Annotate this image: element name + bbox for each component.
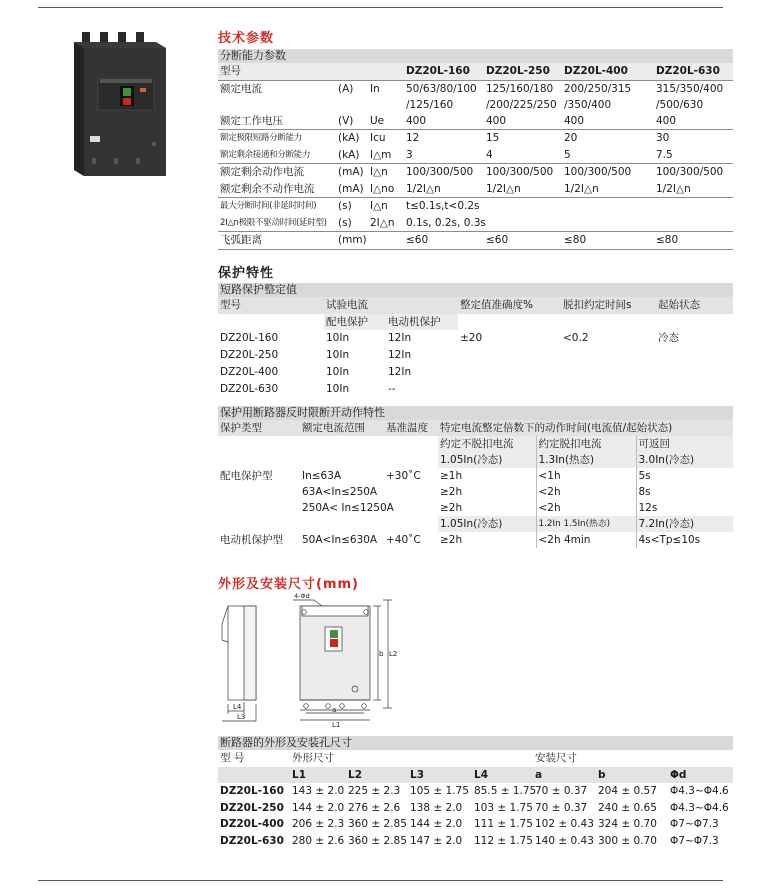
table-row: DZ20L-160 143 ± 2.0 225 ± 2.3 105 ± 1.75 85.5 ± 1.75 70 ± 0.37 204 ± 0.57 Φ4.3~Φ4.6 [220, 785, 729, 798]
table-row: DZ20L-400 10In 12In [220, 365, 412, 378]
table-row: DZ20L-630 10In -- [220, 382, 396, 395]
label-l3: L3 [237, 713, 246, 721]
row-label: 额定极限短路分断能力 [218, 130, 336, 147]
dimensions-title: 外形及安装尺寸(mm) [218, 577, 359, 592]
label-l2: L2 [389, 650, 398, 658]
inverse-time-section [218, 406, 733, 548]
table-row: DZ20L-250 10In 12In [220, 349, 412, 362]
short-circuit-bar: 短路保护整定值 [218, 283, 733, 297]
dimensions-table: 型 号 外形尺寸 安装尺寸 L1 L2 L3 L4 a b Φd DZ20L-160 143 ± 2.0 225 ± 2.3 105 ± 1.75 85.5 ± 1.75 70 ± 0.37 204 ± 0.57 Φ4.3~Φ4.6 DZ20L-250 144 ± 2.0 276 ± 2.6 138 ± 2.0 103 ± 1.75 70 ± 0.37 240 ± 0.65 Φ4.3~Φ4.6 DZ20L-400 206 ± 2.3 360 ± 2.85 144 ± 2.0 111 ± 1.75 102 ± 0.43 324 ± 0.70 Φ7~Φ7.3 DZ20L-630 280 ± 2.6 360 ± 2.85 147 ± 2.0 112 ± 1.75 140 ± 0.43 300 ± 0.70 Φ7~Φ7.3 [218, 750, 733, 850]
header-model: 型号 [218, 63, 336, 80]
tech-params-table: 型号 DZ20L-160 DZ20L-250 DZ20L-400 DZ20L-630 额定电流 (A) In 50/63/80/100 /125/160 125/160/180 /200/225/250 200/250/315 /350/400 315/350/400 /500/630 额定工作电压 (V) Ue 400 400 400 400 额定极限短路分断能力 (kA) Icu 12 15 20 30 额定剩余接通和分断能力 (kA) I△m 3 4 5 7.5 额定剩余动作电流 (mA) I△n 100/300/500 100/300/500 100/300/500 100/300/500 额定剩余不动作电流 (mA) I△no 1/2I△n 1/2I△n 1/2I△n 1/2I△n 最大分断时间(非延时时间) (s) I△n t≤0.1s,t<0.2s 2I△n极限不驱动时间(延时型) (s) 2I△n 0.1s, 0.2s, 0.3s 飞弧距离 (mm) ≤60 ≤60 ≤80 ≤80 [218, 63, 733, 250]
label-a: a [332, 706, 337, 714]
table-row: 电动机保护型 50A<In≤630A +40˚C ≥2h <2h 4min 4s<Tp≤10s [218, 532, 733, 548]
row-label: 额定工作电压 [220, 114, 283, 127]
tech-params-title: 技术参数 [218, 31, 275, 46]
breaking-capacity-bar: 分断能力参数 [218, 49, 733, 63]
header-dz630: DZ20L-630 [654, 63, 733, 80]
row-label: 最大分断时间(非延时时间) [218, 198, 336, 215]
short-circuit-table: 型号 试验电流 整定值准确度% 脱扣约定时间s 起始状态 配电保护 电动机保护 DZ20L-160 10In 12In ±20 <0.2 冷态 DZ20L-250 10In 12In DZ20L-400 10In 12In DZ20L-630 10In -- [218, 297, 733, 397]
table-row: DZ20L-630 280 ± 2.6 360 ± 2.85 147 ± 2.0 112 ± 1.75 140 ± 0.43 300 ± 0.70 Φ7~Φ7.3 [220, 834, 719, 847]
label-b: b [379, 650, 384, 658]
inverse-time-bar: 保护用断路器反时限断开动作特性 [218, 406, 733, 420]
label-l1: L1 [332, 721, 341, 729]
table-row: 配电保护型 In≤63A +30˚C ≥1h <1h 5s [218, 468, 733, 484]
header-dz160: DZ20L-160 [404, 63, 484, 80]
row-label: 飞弧距离 [218, 232, 336, 250]
table-row: DZ20L-400 206 ± 2.3 360 ± 2.85 144 ± 2.0 111 ± 1.75 102 ± 0.43 324 ± 0.70 Φ7~Φ7.3 [220, 818, 719, 831]
dimension-drawing [218, 594, 418, 729]
protection-section [218, 262, 733, 397]
protection-title: 保护特性 [218, 266, 275, 281]
header-dz250: DZ20L-250 [484, 63, 562, 80]
row-label: 额定剩余不动作电流 [220, 182, 315, 195]
row-label: 额定电流 [220, 82, 262, 95]
top-rule [38, 7, 723, 8]
table-row: 250A< In≤1250A ≥2h <2h 12s [218, 500, 733, 516]
table-row: 63A<In≤250A ≥2h <2h 8s [218, 484, 733, 500]
row-label: 额定剩余动作电流 [218, 164, 336, 181]
table-row: DZ20L-160 10In 12In ±20 <0.2 冷态 [220, 332, 679, 345]
table-row: DZ20L-250 144 ± 2.0 276 ± 2.6 138 ± 2.0 103 ± 1.75 70 ± 0.37 240 ± 0.65 Φ4.3~Φ4.6 [220, 801, 729, 814]
label-4-d: 4-Φd [294, 592, 310, 600]
row-label: 2I△n极限不驱动时间(延时型) [218, 215, 336, 232]
tech-params-section [218, 27, 733, 250]
inverse-time-table: 保护类型 额定电流范围 基准温度 特定电流整定倍数下的动作时间(电流值/起始状态) 约定不脱扣电流 约定脱扣电流 可返回 1.05In(冷态) 1.3In(热态) 3.0In(冷态) 配电保护型 In≤63A +30˚C ≥1h <1h 5s 63A<In≤250A ≥2h <2h 8s 250A< In≤1250A ≥2h <2h 12s 1.05In(冷态) 1.2In 1.5In(热态) 7.2In(冷态) 电动机保护型 50A<In≤630A +40˚C ≥2h <2h 4min 4s<Tp≤10s [218, 420, 733, 548]
breaker-product-image [70, 32, 170, 182]
bottom-rule [38, 880, 723, 881]
dimensions-table-section [218, 736, 733, 850]
row-label: 额定剩余接通和分断能力 [220, 149, 311, 160]
dimensions-bar: 断路器的外形及安装孔尺寸 [218, 736, 733, 750]
label-l4: L4 [233, 703, 242, 711]
header-dz400: DZ20L-400 [562, 63, 654, 80]
